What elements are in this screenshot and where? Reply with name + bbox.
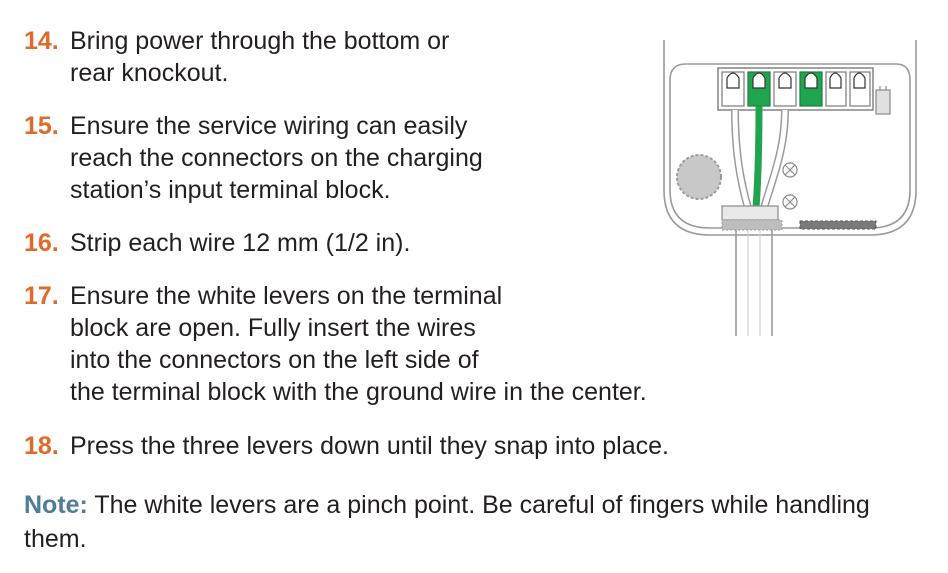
- step-14: [24, 25, 449, 89]
- step-number: 17.: [24, 282, 59, 310]
- step-text-line: Ensure the white levers on the terminal: [70, 282, 503, 310]
- step-number: 15.: [24, 112, 59, 140]
- step-text-line: block are open. Fully insert the wires: [70, 314, 476, 342]
- note-text: The white levers are a pinch point. Be careful of fingers while handling them.: [24, 491, 870, 553]
- step-text-line: Ensure the service wiring can easily: [70, 112, 468, 140]
- step-number: 16.: [24, 229, 59, 257]
- screw-icon: [783, 163, 797, 177]
- step-text-line: station’s input terminal block.: [70, 176, 391, 204]
- terminal-block-icon: [718, 68, 890, 114]
- step-text-line: rear knockout.: [70, 59, 229, 87]
- cable-clamp: [722, 206, 778, 220]
- step-15: [24, 110, 483, 206]
- step-text-line: the terminal block with the ground wire in the center.: [70, 378, 647, 406]
- step-text-line: into the connectors on the left side of: [70, 346, 479, 374]
- wiring-diagram-icon: [660, 40, 920, 340]
- note-paragraph: [24, 488, 924, 556]
- step-text-line: reach the connectors on the charging: [70, 144, 483, 172]
- step-text-line: Bring power through the bottom or: [70, 27, 450, 55]
- step-18: [24, 430, 669, 462]
- note-label: Note:: [24, 491, 88, 519]
- screw-icon: [783, 195, 797, 209]
- step-number: 18.: [24, 432, 59, 460]
- knockout-circle: [677, 155, 721, 199]
- step-number: 14.: [24, 27, 59, 55]
- step-text-line: Press the three levers down until they snap into place.: [70, 432, 669, 460]
- step-16: [24, 227, 410, 259]
- step-17: [24, 280, 647, 408]
- ground-wire: [756, 106, 759, 208]
- step-text-line: Strip each wire 12 mm (1/2 in).: [70, 229, 411, 257]
